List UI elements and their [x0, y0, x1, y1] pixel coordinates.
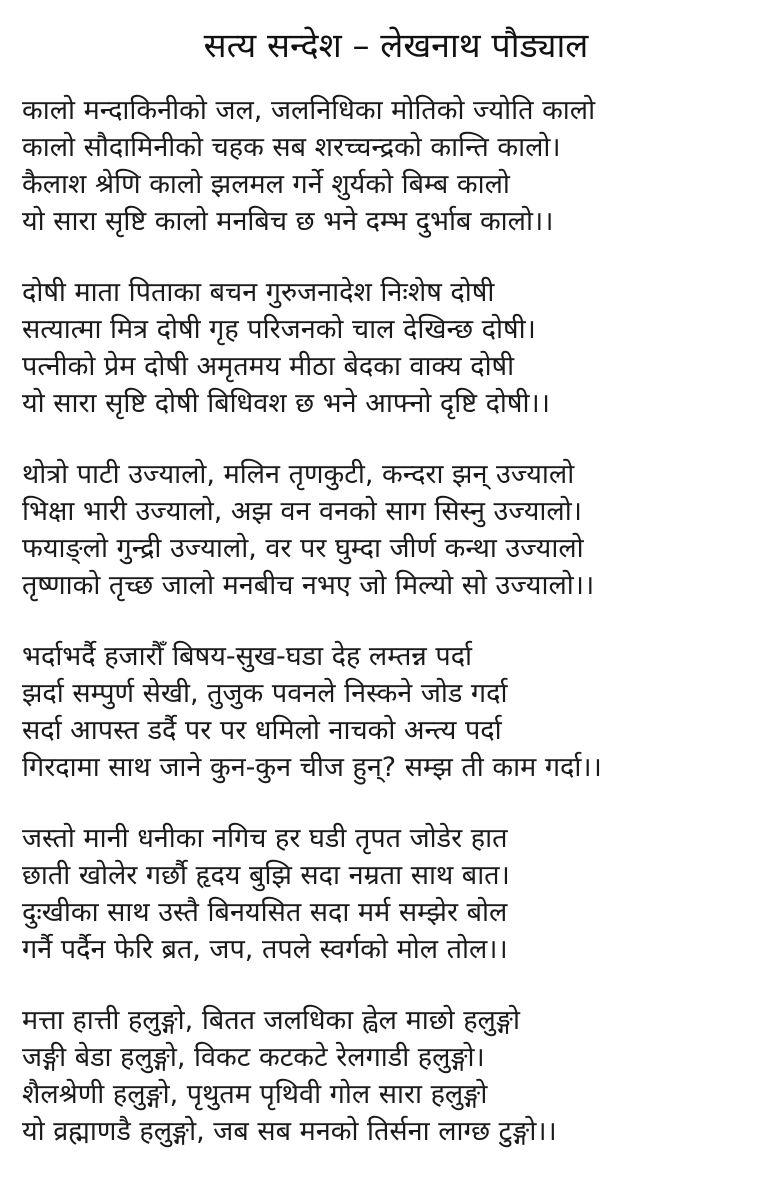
- stanza-line: शैलश्रेणी हलुङ्गो, पृथुतम पृथिवी गोल सारा हलुङ्गो: [22, 1079, 488, 1110]
- stanza-4: [22, 638, 750, 786]
- stanza-line: दोषी माता पिताका बचन गुरुजनादेश निःशेष दोषी: [22, 277, 495, 308]
- stanza-2: [22, 274, 750, 422]
- stanza-line: छाती खोलेर गर्छौ हृदय बुझि सदा नम्रता साथ बात।: [22, 860, 510, 891]
- stanza-line: भर्दाभर्दै हजारौँ बिषय-सुख-घडा देह लम्तन्न पर्दा: [22, 641, 473, 672]
- stanza-line: सर्दा आपस्त डर्दै पर पर धमिलो नाचको अन्त्य पर्दा: [22, 715, 502, 746]
- poem-title: सत्य सन्देश – लेखनाथ पौड्याल: [203, 26, 589, 66]
- stanza-line: कालो सौदामिनीको चहक सब शरच्चन्द्रको कान्ति कालो।: [22, 132, 561, 163]
- stanza-line: दुःखीका साथ उस्तै बिनयसित सदा मर्म सम्झेर बोल: [22, 897, 508, 928]
- stanza-line: फयाङ्लो गुन्द्री उज्यालो, वर पर घुम्दा जीर्ण कन्था उज्यालो: [22, 533, 584, 564]
- stanza-line: यो व्रह्माणडै हलुङ्गो, जब सब मनको तिर्सना लाग्छ टुङ्गो।।: [22, 1116, 557, 1147]
- stanza-line: यो सारा सृष्टि दोषी बिधिवश छ भने आफ्नो दृष्टि दोषी।।: [22, 388, 550, 419]
- stanza-line: कैलाश श्रेणि कालो झलमल गर्ने शुर्यको बिम्ब कालो: [22, 169, 510, 200]
- stanza-line: पत्नीको प्रेम दोषी अमृतमय मीठा बेदका वाक्य दोषी: [22, 351, 515, 382]
- stanza-6: [22, 1002, 750, 1150]
- stanza-line: कालो मन्दाकिनीको जल, जलनिधिका मोतिको ज्योति कालो: [22, 95, 596, 126]
- stanza-line: थोत्रो पाटी उज्यालो, मलिन तृणकुटी, कन्दरा झन् उज्यालो: [22, 459, 575, 490]
- stanza-line: यो सारा सृष्टि कालो मनबिच छ भने दम्भ दुर्भाब कालो।।: [22, 206, 554, 237]
- stanza-line: गर्नै पर्दैन फेरि ब्रत, जप, तपले स्वर्गको मोल तोल।।: [22, 934, 508, 965]
- stanza-line: जस्तो मानी धनीका नगिच हर घडी तृपत जोडेर हात: [22, 823, 508, 854]
- stanza-line: झर्दा सम्पुर्ण सेखी, तुजुक पवनले निस्कने जोड गर्दा: [22, 678, 508, 709]
- stanza-line: मत्ता हात्ती हलुङ्गो, बितत जलधिका ह्वेल माछो हलुङ्गो: [22, 1005, 520, 1036]
- stanza-line: भिक्षा भारी उज्यालो, अझ वन वनको साग सिस्नु उज्यालो।: [22, 496, 582, 527]
- stanza-3: [22, 456, 750, 604]
- stanza-1: [22, 92, 750, 240]
- stanza-line: तृष्णाको तृच्छ जालो मनबीच नभए जो मिल्यो सो उज्यालो।।: [22, 570, 595, 601]
- stanza-line: जङ्गी बेडा हलुङ्गो, विकट कटकटे रेलगाडी हलुङ्गो।: [22, 1042, 485, 1073]
- stanza-line: गिरदामा साथ जाने कुन-कुन चीज हुन्? सम्झ ती काम गर्दा।।: [22, 752, 602, 783]
- stanza-5: [22, 820, 750, 968]
- stanza-line: सत्यात्मा मित्र दोषी गृह परिजनको चाल देखिन्छ दोषी।: [22, 314, 536, 345]
